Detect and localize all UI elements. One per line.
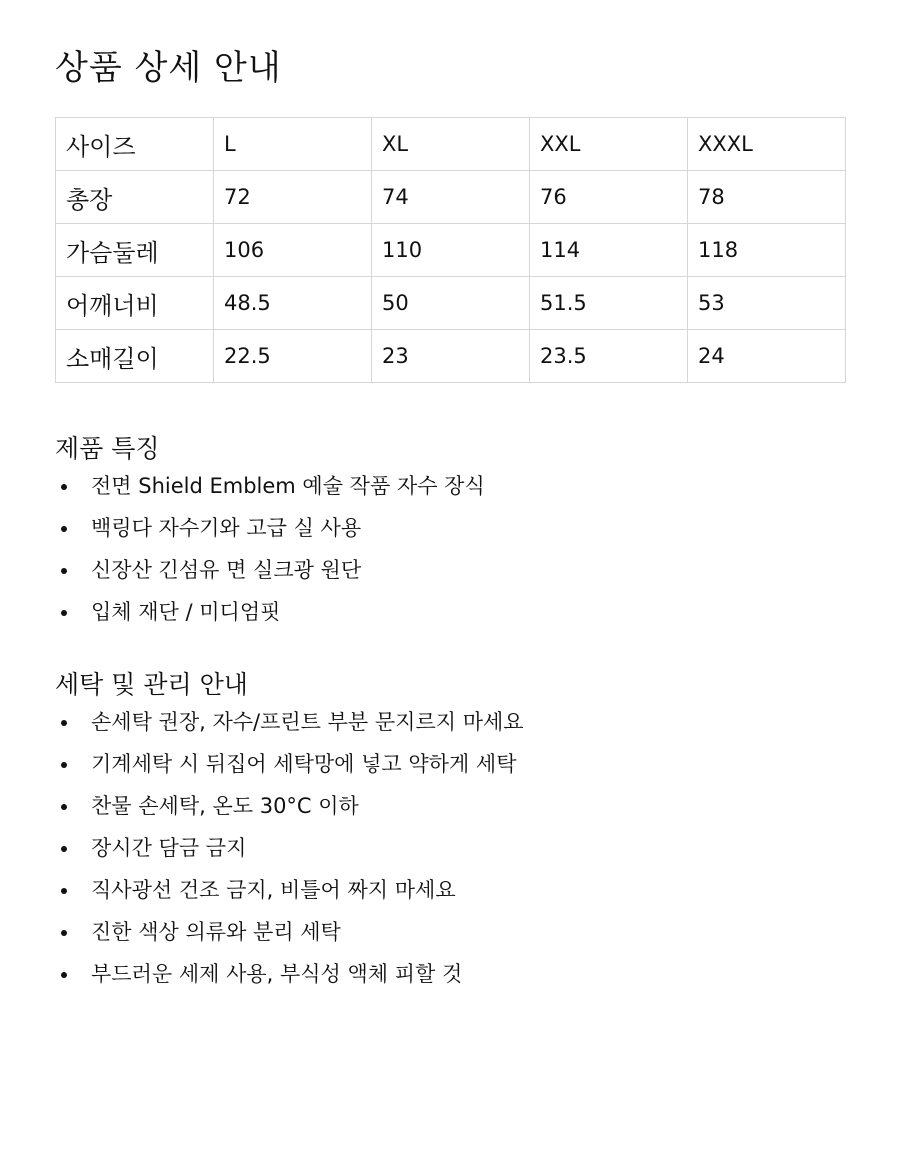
list-item: 장시간 담금 금지: [55, 827, 847, 869]
row-label: 총장: [56, 171, 214, 224]
table-cell: 78: [688, 171, 846, 224]
list-item: 기계세탁 시 뒤집어 세탁망에 넣고 약하게 세탁: [55, 743, 847, 785]
table-cell: 72: [214, 171, 372, 224]
table-cell: 23.5: [530, 330, 688, 383]
table-cell: XXXL: [688, 118, 846, 171]
table-row-size: [56, 118, 846, 171]
features-list: [55, 465, 847, 633]
row-label: 소매길이: [56, 330, 214, 383]
table-cell: XL: [372, 118, 530, 171]
list-item: 직사광선 건조 금지, 비틀어 짜지 마세요: [55, 869, 847, 911]
table-cell: 24: [688, 330, 846, 383]
list-item: 전면 Shield Emblem 예술 작품 자수 장식: [55, 465, 847, 507]
table-row-chest: [56, 224, 846, 277]
table-cell: 110: [372, 224, 530, 277]
table-cell: 23: [372, 330, 530, 383]
product-detail-page: [55, 0, 847, 995]
list-item: 백링다 자수기와 고급 실 사용: [55, 507, 847, 549]
care-title: 세탁 및 관리 안내: [55, 670, 248, 699]
table-cell: 106: [214, 224, 372, 277]
table-cell: 74: [372, 171, 530, 224]
table-cell: XXL: [530, 118, 688, 171]
row-label: 사이즈: [56, 118, 214, 171]
features-title: 제품 특징: [55, 434, 160, 463]
table-cell: 118: [688, 224, 846, 277]
page-title: 상품 상세 안내: [55, 48, 282, 88]
table-cell: 76: [530, 171, 688, 224]
list-item: 손세탁 권장, 자수/프린트 부분 문지르지 마세요: [55, 701, 847, 743]
table-row-shoulder: [56, 277, 846, 330]
row-label: 가슴둘레: [56, 224, 214, 277]
list-item: 부드러운 세제 사용, 부식성 액체 피할 것: [55, 953, 847, 995]
table-cell: 114: [530, 224, 688, 277]
list-item: 찬물 손세탁, 온도 30°C 이하: [55, 785, 847, 827]
list-item: 진한 색상 의류와 분리 세탁: [55, 911, 847, 953]
table-cell: 51.5: [530, 277, 688, 330]
table-row-length: [56, 171, 846, 224]
row-label: 어깨너비: [56, 277, 214, 330]
table-row-sleeve: [56, 330, 846, 383]
list-item: 신장산 긴섬유 면 실크광 원단: [55, 549, 847, 591]
care-list: [55, 701, 847, 995]
list-item: 입체 재단 / 미디엄핏: [55, 591, 847, 633]
size-table: [55, 117, 846, 383]
table-cell: 53: [688, 277, 846, 330]
table-cell: 22.5: [214, 330, 372, 383]
table-cell: 48.5: [214, 277, 372, 330]
table-cell: 50: [372, 277, 530, 330]
table-cell: L: [214, 118, 372, 171]
